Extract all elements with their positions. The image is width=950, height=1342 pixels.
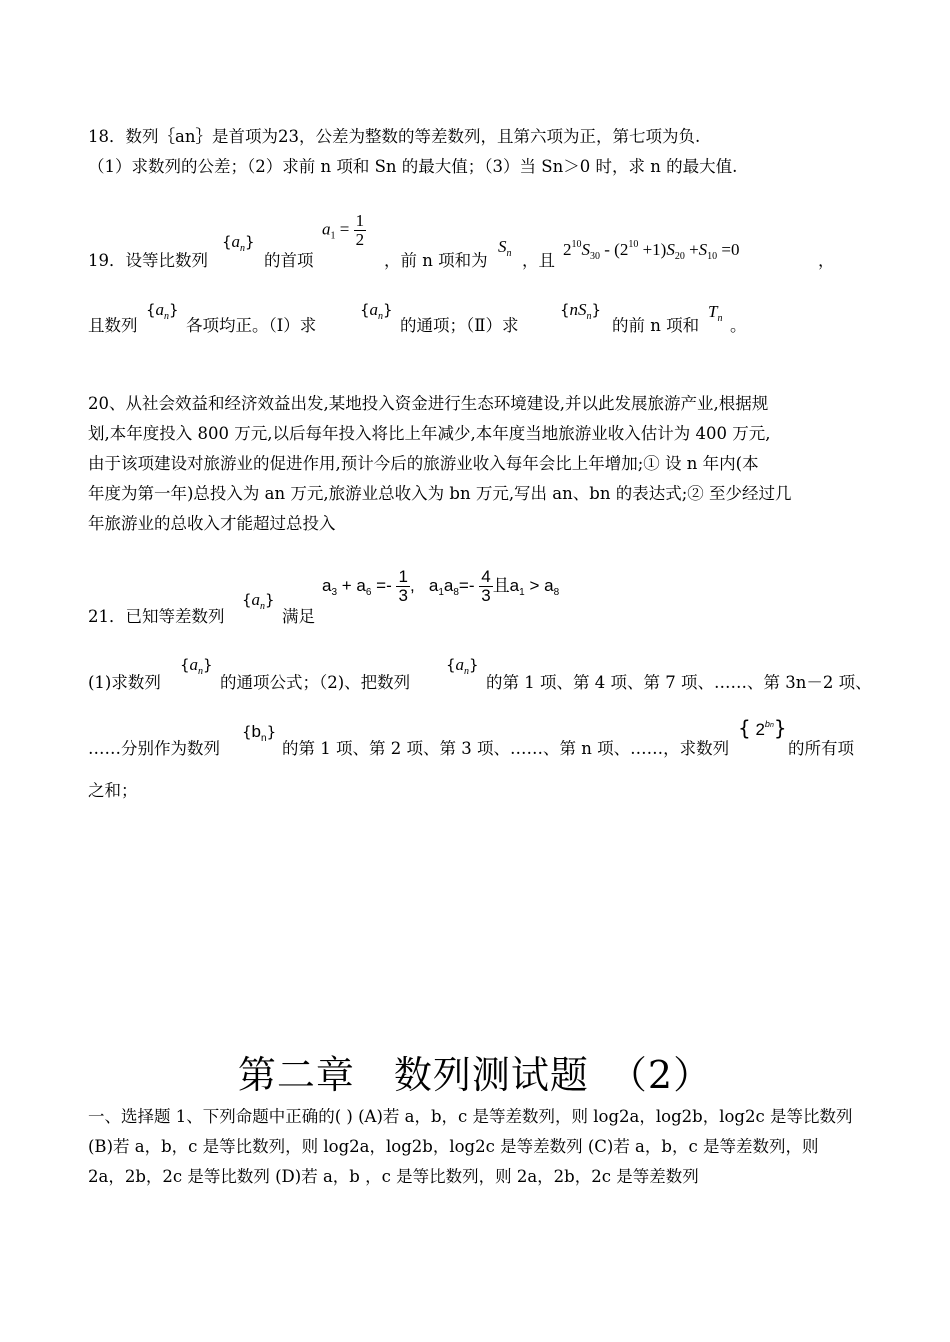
q19-line1-text-e: ， <box>818 251 835 270</box>
mc-line3: 2a，2b，2c 是等比数列 (D)若 a，b ，c 是等比数列，则 2a，2b，2c 是等差数列 <box>88 1167 699 1186</box>
q21-part2-text-b: 的第 1 项、第 2 项、第 3 项、……、第 n 项、……，求数列 <box>282 739 730 758</box>
q21-seq-2-power-bn: { $2^{bn}$} <box>738 716 787 740</box>
mc-line2: (B)若 a，b，c 是等比数列，则 log2a，log2b，log2c 是等差数列 (C)若 a，b，c 是等差数列，则 <box>88 1137 819 1156</box>
q21-part2-text-a: ……分别作为数列 <box>88 739 220 758</box>
q19-seq-an-3: $\{a_n\}$ <box>360 300 393 322</box>
q20-line4: 年度为第一年)总投入为 an 万元,旅游业总收入为 bn 万元,写出 an、bn 的表达式;② 至少经过几 <box>88 484 792 503</box>
q21-part1-text-b: 的通项公式；（2)、把数列 <box>220 673 411 692</box>
q19-line1-text-b: 的首项 <box>264 251 314 270</box>
mc-line1: 一、选择题 1、下列命题中正确的( ) (A)若 a，b，c 是等差数列，则 log2a，log2b，log2c 是等比数列 <box>88 1107 853 1126</box>
q21-part2-text-c: 的所有项 <box>788 739 854 758</box>
q19-line2-text-d: 的前 n 项和 <box>612 316 700 335</box>
q18-line1: 18．数列｛an｝是首项为23，公差为整数的等差数列，且第六项为正，第七项为负. <box>88 127 701 146</box>
q21-line1-text-a: 21．已知等差数列 <box>88 607 225 626</box>
q20-line5: 年旅游业的总收入才能超过总投入 <box>88 514 336 533</box>
q18-line2: （1）求数列的公差；（2）求前 n 项和 Sn 的最大值；（3）当 Sn＞0 时，求 n 的最大值. <box>88 157 738 176</box>
q20-line2: 划,本年度投入 800 万元,以后每年投入将比上年减少,本年度当地旅游业收入估计为 400 万元, <box>88 424 771 443</box>
q21-seq-bn: $\{b_n\}$ <box>242 722 277 744</box>
q19-line2-text-c: 的通项；（Ⅱ）求 <box>400 316 519 335</box>
q20-line3: 由于该项建设对旅游业的促进作用,预计今后的旅游业收入每年会比上年增加;① 设 n 年内(本 <box>88 454 759 473</box>
q21-part2-text-d: 之和； <box>88 781 138 800</box>
chapter-title: 第二章 数列测试题 （2） <box>237 1053 713 1097</box>
q19-seq-an-2: $\{a_n\}$ <box>146 300 179 322</box>
q20-line1: 20、从社会效益和经济效益出发,某地投入资金进行生态环境建设,并以此发展旅游产业,根据规 <box>88 394 769 413</box>
q21-part1-text-c: 的第 1 项、第 4 项、第 7 项、……、第 3n－2 项、 <box>486 673 872 692</box>
q21-seq-an-2: $\{a_n\}$ <box>180 655 213 677</box>
q19-line2-text-e: 。 <box>730 316 747 335</box>
q21-seq-an: $\{a_n\}$ <box>242 590 275 612</box>
q19-line1-text-c: ，前 n 项和为 <box>384 251 488 270</box>
q19-line1-text-a: 19．设等比数列 <box>88 251 208 270</box>
q19-line2-text-a: 且数列 <box>88 316 138 335</box>
q19-line1-text-d: ，且 <box>522 251 555 270</box>
q21-seq-an-3: $\{a_n\}$ <box>446 655 479 677</box>
q21-part1-text-a: (1)求数列 <box>88 673 161 692</box>
q21-line1-text-b: 满足 <box>282 607 315 626</box>
q19-line2-text-b: 各项均正。（Ⅰ）求 <box>186 316 317 335</box>
q19-first-term-formula: $a_1$ = $\frac{1}{2}$ <box>322 211 365 249</box>
q19-tn-symbol: $T_n$ <box>708 302 723 324</box>
q19-sn-symbol: $S_n$ <box>498 237 512 259</box>
q21-condition-formula: $a_3 + a_6$ =- $\frac{1}{3}$ , $a_1a_8=-$ $\frac{4}{3}$ 且$a_1 > a_8$ <box>322 567 560 605</box>
q19-condition-formula: $2^{10}S_{30} - (2^{10} +1)S_{20} +S_{10} =0$ <box>563 239 740 262</box>
q19-seq-an: $\{a_n\}$ <box>222 232 255 254</box>
q19-seq-nsn: $\{nS_n\}$ <box>560 300 602 322</box>
